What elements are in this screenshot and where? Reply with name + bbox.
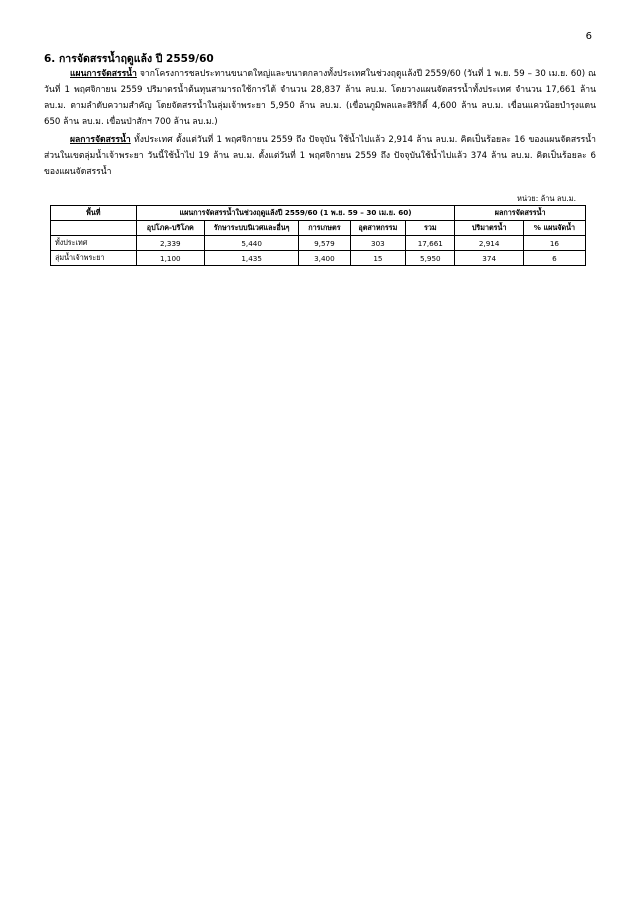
plan-text: จากโครงการชลประทานขนาดใหญ่และขนาดกลางทั้งประเทศในช่วงฤดูแล้งปี 2559/60 (วันที่ 1 พ.ย. 59 – 30 เม.ย. 60) ณ วันที่ 1 พฤศจิกายน 2559 ปริมาตรน้ำต้นทุนสามารถใช้การได้ จำนวน 28,837 ล้าน ลบ.ม. โดยวางแผนจัดสรรน้ำทั้งประเทศ จำนวน 17,661 ล้าน ลบ.ม. ตามลำดับความสำคัญ โดยจัดสรรน้ำในลุ่มเจ้าพระยา 5,950 ล้าน ลบ.ม. (เขื่อนภูมิพลและสิริกิติ์ 4,600 ล้าน ลบ.ม. เขื่อนแควน้อยบำรุงแดน 650 ล้าน ลบ.ม. เขื่อนป่าสักฯ 700 ล้าน ลบ.ม.)	[44, 69, 596, 127]
result-group-header: ผลการจัดสรรน้ำ	[455, 206, 586, 221]
result-label: ผลการจัดสรรน้ำ	[70, 135, 131, 145]
cell-industry: 303	[350, 236, 406, 251]
cell-agriculture: 9,579	[299, 236, 350, 251]
result-text: ทั้งประเทศ ตั้งแต่วันที่ 1 พฤศจิกายน 2559 ถึง ปัจจุบัน ใช้น้ำไปแล้ว 2,914 ล้าน ลบ.ม. คิดเป็นร้อยละ 16 ของแผนจัดสรรน้ำ ส่วนในเขตลุ่มน้ำเจ้าพระยา วันนี้ใช้น้ำไป 19 ล้าน ลบ.ม. ตั้งแต่วันที่ 1 พฤศจิกายน 2559 ถึง ปัจจุบันใช้น้ำไปแล้ว 374 ล้าน ลบ.ม. คิดเป็นร้อยละ 6 ของแผนจัดสรรน้ำ	[44, 135, 596, 177]
area-header-blank	[51, 221, 137, 236]
col-header-volume: ปริมาตรน้ำ	[455, 221, 523, 236]
cell-percent-plan: 16	[523, 236, 585, 251]
cell-agriculture: 3,400	[299, 251, 350, 266]
cell-ecosystem: 5,440	[205, 236, 299, 251]
col-header-total: รวม	[406, 221, 455, 236]
unit-note: หน่วย: ล้าน ลบ.ม.	[517, 194, 576, 203]
table-row	[51, 236, 586, 251]
cell-volume: 374	[455, 251, 523, 266]
col-header-industry: อุตสาหกรรม	[350, 221, 406, 236]
cell-percent-plan: 6	[523, 251, 585, 266]
cell-ecosystem: 1,435	[205, 251, 299, 266]
area-header: พื้นที่	[51, 206, 137, 221]
col-header-agriculture: การเกษตร	[299, 221, 350, 236]
result-paragraph	[44, 132, 596, 180]
cell-total: 5,950	[406, 251, 455, 266]
col-header-consumption: อุปโภค-บริโภค	[136, 221, 204, 236]
section-heading: 6. การจัดสรรน้ำฤดูแล้ง ปี 2559/60	[44, 53, 214, 65]
cell-consumption: 1,100	[136, 251, 204, 266]
water-allocation-table	[50, 205, 586, 266]
plan-group-header: แผนการจัดสรรน้ำในช่วงฤดูแล้งปี 2559/60 (1 พ.ย. 59 – 30 เม.ย. 60)	[136, 206, 455, 221]
table-row	[51, 251, 586, 266]
cell-industry: 15	[350, 251, 406, 266]
row-area: ทั้งประเทศ	[51, 236, 137, 251]
plan-label: แผนการจัดสรรน้ำ	[70, 69, 137, 79]
page-number: 6	[585, 31, 592, 42]
cell-volume: 2,914	[455, 236, 523, 251]
col-header-ecosystem: รักษาระบบนิเวศและอื่นๆ	[205, 221, 299, 236]
cell-consumption: 2,339	[136, 236, 204, 251]
plan-paragraph	[44, 66, 596, 130]
cell-total: 17,661	[406, 236, 455, 251]
col-header-percent-plan: % แผนจัดน้ำ	[523, 221, 585, 236]
row-area: ลุ่มน้ำเจ้าพระยา	[51, 251, 137, 266]
